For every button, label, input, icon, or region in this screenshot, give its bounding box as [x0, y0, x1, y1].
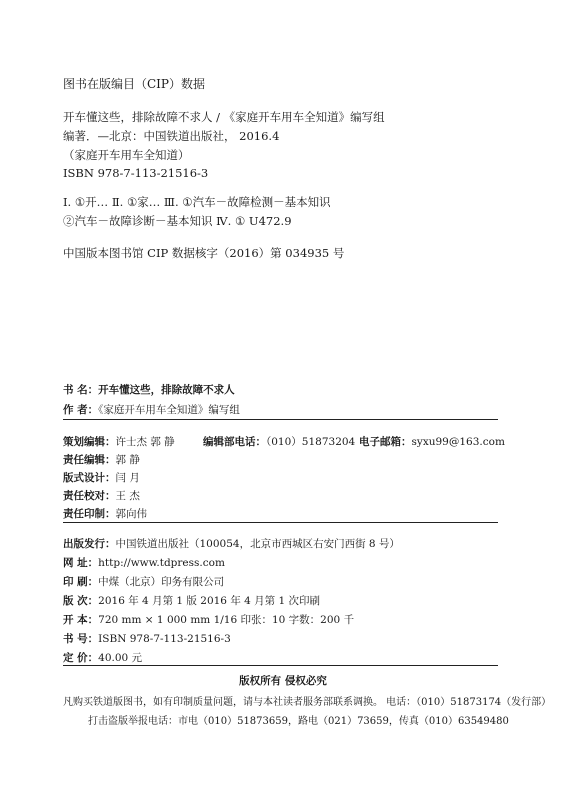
divider-top: [63, 419, 498, 420]
price-label: 定 价：: [63, 652, 99, 664]
publishing-label: 出版发行：: [63, 538, 116, 550]
cip-line-title: 开车懂这些，排除故障不求人 / 《家庭开车用车全知道》编写组: [63, 110, 385, 124]
responsible-editor-value: 郭 静: [115, 454, 140, 466]
printing-supervisor-value: 郭向伟: [115, 508, 147, 520]
book-title-value: 开车懂这些，排除故障不求人: [98, 384, 235, 396]
proofreader-row: [63, 484, 140, 503]
price-value: 40.00 元: [98, 652, 143, 664]
email-value: syxu99@163.com: [411, 436, 505, 448]
cip-catalog-number: 中国版本图书馆 CIP 数据核字（2016）第 034935 号: [63, 246, 345, 260]
responsible-editor-row: [63, 448, 140, 467]
cip-line-series: （家庭开车用车全知道）: [63, 148, 190, 162]
printer-row: [63, 570, 224, 589]
book-author-value: 《家庭开车用车全知道》编写组: [98, 404, 240, 416]
responsible-editor-label: 责任编辑：: [63, 454, 116, 466]
planning-editor-label: 策划编辑：: [63, 436, 116, 448]
book-title-row: [63, 378, 235, 397]
cip-line-isbn: ISBN 978-7-113-21516-3: [63, 166, 209, 180]
edition-label: 版 次：: [63, 595, 99, 607]
format-value: 720 mm × 1 000 mm 1/16 印张：10 字数：200 千: [98, 614, 355, 626]
divider-bottom: [63, 665, 498, 666]
edition-value: 2016 年 4 月第 1 版 2016 年 4 月第 1 次印刷: [98, 595, 321, 607]
printer-value: 中煤（北京）印务有限公司: [98, 576, 225, 588]
divider-middle: [63, 522, 498, 523]
replacement-notice: 凡购买铁道版图书，如有印制质量问题，请与本社读者服务部联系调换。 电话：（010）51873174（发行部）: [63, 697, 552, 708]
book-title-label: 书 名：: [63, 384, 99, 396]
email-row: [359, 430, 505, 449]
price-row: [63, 646, 142, 665]
printing-supervisor-label: 责任印制：: [63, 508, 116, 520]
format-row: [63, 608, 354, 627]
layout-design-value: 闫 月: [115, 472, 140, 484]
printer-label: 印 刷：: [63, 576, 99, 588]
cip-line-subjects-2: ②汽车－故障诊断－基本知识 Ⅳ. ① U472.9: [63, 214, 292, 228]
layout-design-label: 版式设计：: [63, 472, 116, 484]
format-label: 开 本：: [63, 614, 99, 626]
layout-design-row: [63, 466, 140, 485]
proofreader-value: 王 杰: [115, 490, 140, 502]
isbn-row: [63, 627, 231, 646]
rights-notice: 版权所有 侵权必究: [239, 675, 327, 687]
publishing-value: 中国铁道出版社（100054，北京市西城区右安门西街 8 号）: [115, 538, 400, 550]
isbn-value: ISBN 978-7-113-21516-3: [98, 633, 231, 645]
email-label: 电子邮箱：: [359, 436, 412, 448]
office-phone-row: [203, 430, 355, 449]
isbn-label: 书 号：: [63, 633, 99, 645]
book-author-label: 作 者：: [63, 404, 99, 416]
edition-row: [63, 589, 320, 608]
office-phone-value: （010）51873204: [266, 436, 356, 448]
book-author-row: [63, 398, 240, 417]
office-phone-label: 编辑部电话：: [203, 436, 266, 448]
website-row: [63, 551, 225, 570]
proofreader-label: 责任校对：: [63, 490, 116, 502]
cip-line-publisher: 编著．—北京：中国铁道出版社， 2016.4: [63, 129, 280, 143]
antipiracy-notice: 打击盗版举报电话：市电（010）51873659，路电（021）73659，传真（010）63549480: [88, 716, 509, 727]
publishing-row: [63, 532, 400, 551]
printing-supervisor-row: [63, 502, 147, 521]
cip-heading: 图书在版编目（CIP）数据: [63, 77, 205, 91]
planning-editor-row: [63, 430, 175, 449]
website-label: 网 址：: [63, 557, 99, 569]
planning-editor-value: 许士杰 郭 静: [115, 436, 175, 448]
cip-line-subjects-1: Ⅰ. ①开… Ⅱ. ①家… Ⅲ. ①汽车－故障检测－基本知识: [63, 195, 331, 209]
website-value: http://www.tdpress.com: [98, 557, 225, 569]
